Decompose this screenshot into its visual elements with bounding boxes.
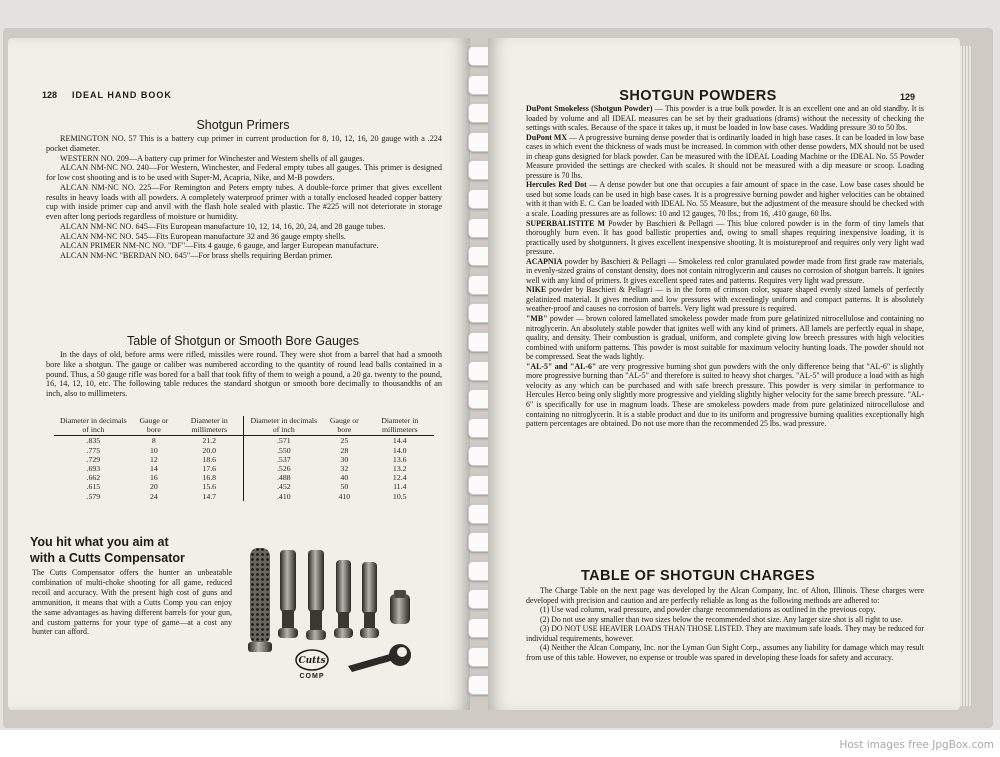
gauge-table-cell: 14 bbox=[149, 464, 158, 474]
gauge-table bbox=[54, 416, 434, 501]
gauge-table-cell: 20.0 bbox=[175, 446, 244, 455]
gauge-table-cell: .579 bbox=[86, 491, 101, 501]
gauge-table-cell: 16 bbox=[149, 473, 158, 483]
gauge-table-cell: 12.4 bbox=[392, 473, 407, 483]
gauge-table-cell: 32 bbox=[340, 464, 349, 474]
powder-name: SUPERBALISTITE M bbox=[526, 218, 605, 228]
gauge-table-cell: 10 bbox=[149, 445, 158, 455]
gauge-table-cell: .410 bbox=[276, 491, 291, 501]
cutts-ad-title-line2: with a Cutts Compensator bbox=[30, 551, 185, 565]
gauge-table-cell: 410 bbox=[338, 491, 351, 501]
gauge-table-cell: .452 bbox=[276, 482, 291, 492]
compensator-body bbox=[248, 548, 272, 652]
powder-name: "AL-5" and "AL-6" bbox=[526, 361, 597, 371]
primer-paragraph: REMINGTON NO. 57 This is a battery cup primer in current production for 8, 10, 12, 16, 20 gauge with a .224 pocket diameter. bbox=[46, 134, 442, 153]
gauge-table-row bbox=[54, 436, 434, 446]
gauge-table-cell: .662 bbox=[86, 473, 101, 483]
cutts-compensator-illustration bbox=[240, 542, 440, 682]
column-header: Gauge or bore bbox=[133, 416, 175, 436]
primer-paragraph: ALCAN NM-NC NO. 545—Fits European manufacture 32 and 36 gauge empty shells. bbox=[60, 231, 346, 241]
gauge-table-cell: 14.4 bbox=[392, 436, 407, 446]
gauge-table-cell: 10.5 bbox=[392, 491, 407, 501]
powder-entry bbox=[526, 362, 924, 429]
right-page-number: 129 bbox=[900, 92, 916, 102]
gauge-table-cell: 16.8 bbox=[175, 473, 244, 482]
powder-entry bbox=[526, 219, 924, 257]
primer-paragraph: ALCAN PRIMER NM-NC NO. "DF"—Fits 4 gauge, 6 gauge, and larger European manufacture. bbox=[60, 241, 379, 251]
powder-name: DuPont Smokeless (Shotgun Powder) bbox=[526, 104, 653, 113]
gauge-table-cell: 50 bbox=[340, 482, 349, 492]
cutts-ad-title-line1: You hit what you aim at bbox=[30, 535, 169, 549]
powder-description: — This powder is a true bulk powder. It is an excellent one and an old standby. It is loaded by volume and all IDEAL measures can be set by their graduations (drams) without the necessity of checking the settings with scales. Because of the space it takes up, it must be loaded in low base cases. Wadding pressure 30 to 50 lbs. bbox=[526, 104, 924, 133]
choke-cap bbox=[390, 590, 410, 624]
powder-description: powder by Baschieri & Pellagri — is in the form of crimson color, square shaped evenly sized lamels of perfectly gelatinized material. It gives medium and low pressures with exceedingly uniform and compact patterns. It is absolutely weather-proof and causes no corrosion of barrels. Very light wad pressure is required. bbox=[526, 285, 924, 314]
column-header: Diameter in millimeters bbox=[366, 416, 435, 436]
gauge-table-cell: 30 bbox=[340, 454, 349, 464]
charges-paragraph: (1) Use wad column, wad pressure, and powder charge recommendations as outlined in the previous copy. bbox=[540, 605, 876, 615]
watermark-footer: Host images free JpgBox.com bbox=[839, 739, 994, 751]
primer-paragraph: ALCAN NM-NC NO. 225—For Remington and Peters empty tubes. A double-force primer that gives excellent results in heavy loads with all powders. A completely waterproof primer with a totally enclosed headed copper battery cup with inside primer cup and anvil with the flash hole sealed with plastic. The #225 will not deteriorate in storage even after long periods regardless of moisture or humidity. bbox=[46, 182, 442, 221]
charges-title: TABLE OF SHOTGUN CHARGES bbox=[580, 568, 816, 584]
gauge-table-body bbox=[54, 436, 434, 501]
logo-subtext: COMP bbox=[299, 673, 325, 680]
gauge-table-cell: .729 bbox=[86, 454, 101, 464]
gauge-table-cell: .571 bbox=[276, 436, 291, 446]
gauge-table-cell: 12 bbox=[149, 454, 158, 464]
gauge-table-cell: .537 bbox=[276, 454, 291, 464]
gauge-table-cell: 15.6 bbox=[175, 482, 244, 491]
powder-name: ACAPNIA bbox=[526, 256, 563, 266]
choke-tube bbox=[334, 560, 353, 638]
gauge-table-cell: 14.0 bbox=[392, 445, 407, 455]
powder-entry bbox=[526, 314, 924, 362]
powder-description: are very progressive burning shot gun powders with the only difference being that "AL-6" is slightly more progressive burning than "AL-5" and therefore is suited to heavy shot charges. "AL-5" will produce a load with as high velocity as any which can be purchased and with safe breech pressure. This powder is very similar in performance to Hercules Herco being only slightly more progressive and yielding slightly higher velocity for the same breech pressure. "AL-6" is specifically for use in magnum loads. These are smokeless powders made from pure gelatinized nitrocellulose and containing no nitroglycerin. It is a stable product and due to its uniform and progressive burning qualities exceptionally high pattern percentages are obtained. Do not use more than the recommended 25 lbs. wad pressure. bbox=[526, 361, 924, 429]
powder-entry bbox=[526, 133, 924, 181]
choke-tube bbox=[278, 550, 298, 638]
charges-text bbox=[526, 586, 924, 662]
column-header: Diameter in decimals of inch bbox=[244, 416, 323, 436]
gauge-table-cell: 28 bbox=[340, 445, 349, 455]
gauges-heading: Table of Shotgun or Smooth Bore Gauges bbox=[126, 334, 360, 348]
column-header: Diameter in decimals of inch bbox=[54, 416, 133, 436]
gauge-table-cell: 17.6 bbox=[175, 464, 244, 473]
powder-description: powder by Baschieri & Pellagri — Smokeless red color granulated powder made from first grade raw materials, in evenly-sized grains of constant density, does not contain nitroglycerin and causes no corrosion of shotgun barrels. It ignites well with any kind of primers. It gives excellent speed rates and patterns. Requires very light wad pressure. bbox=[526, 256, 924, 285]
powder-name: Hercules Red Dot bbox=[526, 180, 587, 190]
primer-paragraph: ALCAN NM-NC NO. 240—For Western, Winchester, and Federal empty tubes all gauges. This primer is designed for low cost shooting and is to be used with Super-M, Acapria, Nike, and M-B powders. bbox=[46, 163, 442, 182]
charges-paragraph: The Charge Table on the next page was developed by the Alcan Company, Inc. of Alton, Illinois. These charges were developed with precision and caution and are perfectly reliable as long as the following methods are adhered to: bbox=[526, 586, 924, 605]
charges-paragraph: (3) DO NOT USE HEAVIER LOADS THAN THOSE LISTED. They are maximum safe loads. They may be reduced for individual requirements, however. bbox=[526, 624, 924, 643]
gauge-table-row bbox=[54, 473, 434, 482]
gauge-table-row bbox=[54, 446, 434, 455]
left-page-number: 128 bbox=[42, 90, 58, 100]
powder-entry bbox=[526, 285, 924, 314]
right-page bbox=[488, 38, 960, 710]
powder-description: Powder by Baschieri & Pellagri — This blue colored powder is in the form of tiny lamels that thoroughly burn even. It has good ballistic properties and, owing to small shapes requiring inexpensive loading, it is practically used by shotgunners. It gives excellent inexpensive shooting. It is moistureproof and requires only very light wad pressure. bbox=[526, 218, 924, 257]
gauge-table-cell: 24 bbox=[149, 491, 158, 501]
page-stack-edge bbox=[960, 46, 972, 706]
gauge-table-cell: .526 bbox=[276, 464, 291, 474]
gauge-table-cell: 8 bbox=[151, 436, 156, 446]
powder-entry bbox=[526, 180, 924, 218]
column-header: Gauge or bore bbox=[323, 416, 365, 436]
gauge-table-cell: 40 bbox=[340, 473, 349, 483]
shotgun-powders-title: SHOTGUN POWDERS bbox=[619, 88, 777, 104]
gauge-table-cell: 14.7 bbox=[175, 492, 244, 501]
cutts-comp-logo bbox=[296, 650, 328, 680]
column-header: Diameter in millimeters bbox=[175, 416, 244, 436]
gauge-table-cell: .488 bbox=[276, 473, 291, 483]
logo-text: Cutts bbox=[298, 656, 326, 666]
gauge-table-cell: 18.6 bbox=[175, 455, 244, 464]
gauge-table-row bbox=[54, 464, 434, 473]
gauge-table-row bbox=[54, 455, 434, 464]
cutts-ad-body: The Cutts Compensator offers the hunter an unbeatable combination of multi-choke shooting for all game, reduced recoil and accuracy. With the present high cost of guns and ammunition, it means that with a Cutts Comp you can enjoy the same advantages as having different barrels for your gun, and custom patterns for your type of game—at a cost any hunter can afford. bbox=[32, 568, 232, 637]
choke-tube bbox=[360, 562, 379, 638]
powder-name: DuPont MX bbox=[526, 132, 568, 142]
gauge-table-header-row bbox=[54, 416, 434, 436]
powder-name: NIKE bbox=[526, 285, 547, 295]
primer-paragraph: ALCAN NM-NC "BERDAN NO. 645"—For brass shells requiring Berdan primer. bbox=[60, 251, 333, 260]
gauge-table-cell: 13.2 bbox=[392, 464, 407, 474]
gauge-table-cell: 21.2 bbox=[175, 436, 244, 446]
gauge-table-cell: 25 bbox=[340, 436, 349, 446]
powder-description: — A dense powder but one that occupies a fair amount of space in the case. Low base cases should be used but some loads can be used in high base cases. It is a progressive burning powder and higher velocities can be obtained with it than with E. C. Can be loaded with IDEAL No. 55 Measure, but the adjustment of the measure should be checked with a scale. Loading pressures are as follows: 10 and 12 gauges, 70 lbs.; from 16, .410 gauge, 60 lbs. bbox=[526, 180, 925, 219]
powder-description: — A progressive burning dense powder that is ordinarily loaded in high base cases. It can be loaded in low base cases in which event the thickness of wads must be increased. In common with other dense powders, MX should not be used in cheap guns designed for black powder. Can be measured with the IDEAL Loading Machine or the IDEAL No. 55 Powder Measure provided the settings are checked with scales. It should not be measured with a dip measure or scoop. Loading pressure is 70 lbs. bbox=[526, 132, 924, 180]
cutts-ad-title bbox=[30, 534, 270, 566]
primers-heading: Shotgun Primers bbox=[196, 118, 290, 132]
gauge-table-cell: 13.6 bbox=[392, 454, 407, 464]
gauges-intro-text: In the days of old, before arms were rifled, missiles were round. They were shot from a barrel that had a smooth bore like a shotgun. The gauge or caliber was numbered according to the quantity of round lead balls contained in a pound. Thus, a 50 gauge rifle was bored for a ball that took fifty of them to weigh a pound, a 20 ga. twenty to the pound, 16, 14, 12, 10, etc. The following table reduces the standard shotgun or smooth bore decimally to thousandths of an inch, also to millimeters. bbox=[46, 350, 442, 398]
left-page bbox=[8, 38, 470, 710]
gauge-table-cell: 20 bbox=[149, 482, 158, 492]
choke-tube bbox=[306, 550, 326, 640]
powder-entry bbox=[526, 104, 924, 133]
powders-text bbox=[526, 104, 924, 429]
gauge-table-cell: .550 bbox=[276, 445, 291, 455]
powder-description: powder — brown colored lamellated smokeless powder made from pure gelatinized nitrocellulose and containing no nitroglycerin. An absolutely stable powder that ignites well with any kind of primers. All lamels are perfectly equal in shape, quality, and density. Their combustion is gradual, uniform, and complete giving low breech pressures with high velocities combined with uniform patterns. This powder is most suitable for maximum velocity hunting loads. The powder should not be compressed. Seat the wads lightly. bbox=[526, 314, 924, 362]
powder-entry bbox=[526, 257, 924, 286]
gauge-table-cell: .615 bbox=[86, 482, 101, 492]
gauge-table-cell: .835 bbox=[86, 436, 101, 446]
gauges-intro bbox=[46, 350, 442, 399]
primer-paragraph: WESTERN NO. 209—A battery cup primer for Winchester and Western shells of all gauges. bbox=[60, 153, 365, 163]
gauge-table-cell: .693 bbox=[86, 464, 101, 474]
gauge-table-row bbox=[54, 482, 434, 491]
powder-name: "MB" bbox=[526, 314, 548, 324]
primers-text bbox=[46, 134, 442, 261]
running-head: IDEAL HAND BOOK bbox=[72, 90, 172, 100]
wrench-tool bbox=[348, 644, 411, 672]
primer-paragraph: ALCAN NM-NC NO. 645—Fits European manufacture 10, 12, 14, 16, 20, 24, and 28 gauge tubes. bbox=[60, 221, 386, 231]
gauge-table-cell: .775 bbox=[86, 445, 101, 455]
gauge-table-row bbox=[54, 492, 434, 501]
gauge-table-cell: 11.4 bbox=[393, 482, 407, 492]
charges-paragraph: (4) Neither the Alcan Company, Inc. nor the Lyman Gun Sight Corp., assumes any liability for damage which may result from use of this table. However, no expense or trouble was spared in developing these loads for safety and accuracy. bbox=[526, 643, 924, 662]
charges-paragraph: (2) Do not use any smaller than two sizes below the recommended shot size. Any larger size shot is all right to use. bbox=[540, 614, 903, 624]
